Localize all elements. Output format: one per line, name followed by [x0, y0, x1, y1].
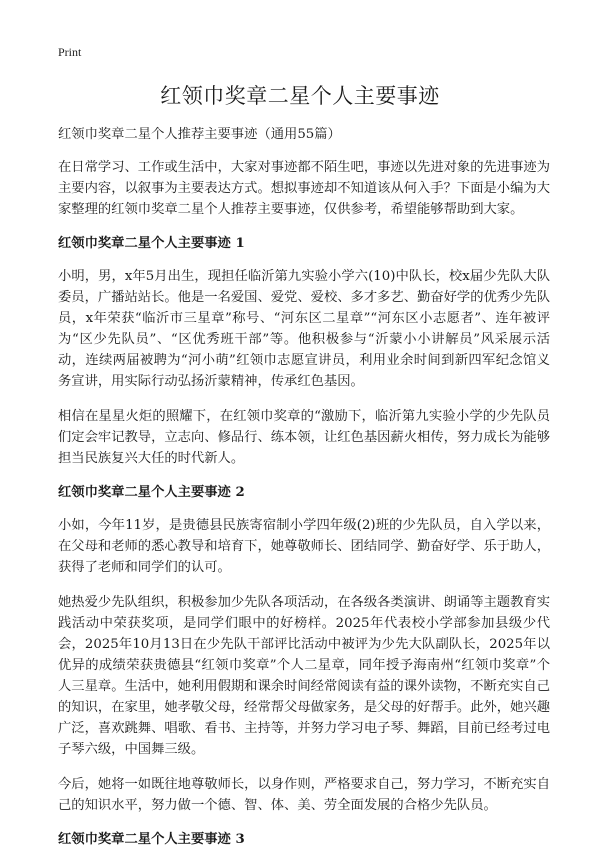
- section-2-paragraph: 今后，她将一如既往地尊敬师长，以身作则，严格要求自己，努力学习，不断充实自己的知识水平，努力做一个德、智、体、美、劳全面发展的合格少先队员。: [58, 777, 550, 813]
- section-1-paragraph: 相信在星星火炬的照耀下，在红领巾奖章的“激励下，临沂第九实验小学的少先队员们定会牢记教导，立志向、修品行、练本领，让红色基因薪火相传，努力成长为能够担当民族复兴大任的时代新人。: [58, 409, 550, 466]
- section-2-paragraph: 小如，今年11岁，是贵德县民族寄宿制小学四年级(2)班的少先队员，自入学以来，在父母和老师的悉心教导和培育下，她尊敬师长、团结同学、勤奋好学、乐于助人，获得了老师和同学们的认可。: [58, 518, 550, 575]
- section-1-paragraph: 小明，男，x年5月出生，现担任临沂第九实验小学六(10)中队长，校x届少先队大队委员，广播站站长。他是一名爱国、爱党、爱校、多才多艺、勤奋好学的优秀少先队员，x年荣获“临沂市三星章”称号、“河东区二星章”“河东区小志愿者”、连年被评为“区少先队员”、“区优秀班干部”等。他积极参与“沂蒙小小讲解员”风采展示活动，连续两届被聘为“河小萌”红领巾志愿宣讲员，利用业余时间到新四军纪念馆义务宣讲，用实际行动弘扬沂蒙精神，传承红色基因。: [58, 269, 550, 389]
- print-link[interactable]: Print: [58, 45, 82, 59]
- page-title: 红领巾奖章二星个人主要事迹: [160, 84, 440, 108]
- section-heading-1: 红领巾奖章二星个人主要事迹 1: [58, 236, 245, 251]
- article-body: [58, 124, 550, 862]
- section-heading-3: 红领巾奖章二星个人主要事迹 3: [58, 832, 245, 847]
- section-2-paragraph: 她热爱少先队组织，积极参加少先队各项活动，在各级各类演讲、朗诵等主题教育实践活动中荣获奖项，是同学们眼中的好榜样。2025年代表校小学部参加县级少代会，2025年10月13日在少先队干部评比活动中被评为少先大队副队长，2025年以优异的成绩荣获贵德县“红领巾奖章”个人二星章，同年授予海南州“红领巾奖章”个人三星章。生活中，她利用假期和课余时间经常阅读有益的课外读物，不断充实自己的知识，在家里，她孝敬父母，经常帮父母做家务，是父母的好帮手。此外，她兴趣广泛，喜欢跳舞、唱歌、看书、主持等，并努力学习电子琴、舞蹈，目前已经考过电子琴六级，中国舞三级。: [58, 595, 550, 757]
- article-subtitle: 红领巾奖章二星个人推荐主要事迹（通用55篇）: [58, 127, 341, 142]
- intro-paragraph: 在日常学习、工作或生活中，大家对事迹都不陌生吧，事迹以先进对象的先进事迹为主要内容，以叙事为主要表达方式。想拟事迹却不知道该从何入手？下面是小编为大家整理的红领巾奖章二星个人推荐主要事迹，仅供参考，希望能够帮助到大家。: [58, 160, 550, 217]
- section-heading-2: 红领巾奖章二星个人主要事迹 2: [58, 485, 245, 500]
